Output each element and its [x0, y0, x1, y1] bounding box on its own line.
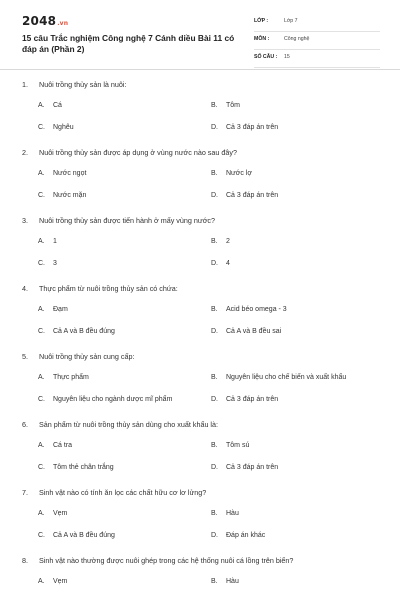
- option-d[interactable]: [211, 260, 230, 267]
- option-letter: C.: [38, 396, 45, 403]
- option-letter: B.: [211, 238, 218, 245]
- option-d[interactable]: [211, 396, 278, 403]
- option-b[interactable]: [211, 238, 230, 245]
- question-content: Nuôi trồng thủy sản được áp dụng ở vùng nước nào sau đây?: [39, 148, 237, 157]
- option-b[interactable]: [211, 442, 249, 449]
- question-text: [22, 352, 135, 361]
- question-item: [0, 556, 400, 600]
- question-number: 5.: [22, 352, 28, 361]
- option-b[interactable]: [211, 578, 239, 585]
- option-text: Acid béo omega - 3: [226, 306, 287, 313]
- option-c[interactable]: [38, 396, 172, 403]
- option-c[interactable]: [38, 124, 74, 131]
- question-text: [22, 488, 206, 497]
- option-letter: B.: [211, 578, 218, 585]
- option-letter: A.: [38, 306, 45, 313]
- option-a[interactable]: [38, 238, 57, 245]
- option-a[interactable]: [38, 170, 86, 177]
- question-number: 6.: [22, 420, 28, 429]
- question-content: Thực phẩm từ nuôi trồng thủy sản có chứa:: [39, 284, 178, 293]
- meta-label: SỐ CÂU :: [254, 54, 278, 60]
- option-b[interactable]: [211, 510, 239, 517]
- question-number: 3.: [22, 216, 28, 225]
- option-c[interactable]: [38, 192, 86, 199]
- site-logo[interactable]: [22, 14, 68, 28]
- header-divider: [0, 69, 400, 70]
- option-text: Tôm sú: [226, 442, 250, 449]
- option-c[interactable]: [38, 532, 115, 539]
- option-a[interactable]: [38, 578, 67, 585]
- question-text: [22, 80, 127, 89]
- option-text: Hàu: [226, 578, 239, 585]
- option-letter: C.: [38, 464, 45, 471]
- option-text: Cả 3 đáp án trên: [226, 192, 279, 199]
- option-d[interactable]: [211, 192, 278, 199]
- option-text: Cả 3 đáp án trên: [226, 396, 279, 403]
- question-number: 4.: [22, 284, 28, 293]
- option-letter: D.: [211, 396, 218, 403]
- question-text: [22, 420, 218, 429]
- option-text: 3: [53, 260, 57, 267]
- question-item: [0, 488, 400, 556]
- option-c[interactable]: [38, 328, 115, 335]
- option-letter: C.: [38, 124, 45, 131]
- question-item: [0, 148, 400, 216]
- option-text: Cá: [53, 102, 62, 109]
- meta-row-count: [254, 52, 380, 68]
- option-letter: C.: [38, 532, 45, 539]
- option-text: Nước lợ: [226, 170, 252, 177]
- question-content: Sản phẩm từ nuôi trồng thủy sản dùng cho xuất khẩu là:: [39, 420, 219, 429]
- option-d[interactable]: [211, 124, 278, 131]
- option-text: Nước mặn: [53, 192, 87, 199]
- question-content: Nuôi trồng thủy sản cung cấp:: [39, 352, 135, 361]
- option-letter: B.: [211, 170, 218, 177]
- logo-text: 2048: [22, 14, 57, 28]
- meta-value: Lớp 7: [284, 18, 298, 24]
- option-text: Đạm: [53, 306, 68, 313]
- option-text: 2: [226, 238, 230, 245]
- option-letter: A.: [38, 442, 45, 449]
- option-text: 4: [226, 260, 230, 267]
- meta-row-class: [254, 16, 380, 32]
- option-letter: A.: [38, 510, 45, 517]
- question-list: [0, 80, 400, 600]
- option-c[interactable]: [38, 260, 57, 267]
- question-content: Sinh vật nào có tính ăn lọc các chất hữu cơ lơ lửng?: [39, 488, 207, 497]
- option-a[interactable]: [38, 442, 72, 449]
- option-letter: B.: [211, 306, 218, 313]
- option-text: Tôm: [226, 102, 240, 109]
- option-b[interactable]: [211, 170, 252, 177]
- option-text: Cả A và B đều đúng: [53, 532, 115, 539]
- option-letter: A.: [38, 374, 45, 381]
- option-text: 1: [53, 238, 57, 245]
- option-text: Đáp án khác: [226, 532, 266, 539]
- option-letter: D.: [211, 192, 218, 199]
- question-content: Sinh vật nào thường được nuôi ghép trong các hệ thống nuôi cá lồng trên biển?: [39, 556, 294, 565]
- question-text: [22, 284, 178, 293]
- question-content: Nuôi trồng thủy sản là nuôi:: [39, 80, 127, 89]
- option-text: Nghêu: [53, 124, 74, 131]
- question-item: [0, 216, 400, 284]
- option-b[interactable]: [211, 306, 287, 313]
- question-content: Nuôi trồng thủy sản được tiến hành ở mấy vùng nước?: [39, 216, 215, 225]
- option-text: Nước ngọt: [53, 170, 87, 177]
- option-d[interactable]: [211, 328, 281, 335]
- question-number: 2.: [22, 148, 28, 157]
- question-item: [0, 420, 400, 488]
- option-letter: B.: [211, 510, 218, 517]
- page-title: 15 câu Trắc nghiệm Công nghệ 7 Cánh diều Bài 11 có đáp án (Phần 2): [22, 33, 235, 54]
- question-number: 8.: [22, 556, 28, 565]
- meta-value: 15: [284, 54, 290, 60]
- option-a[interactable]: [38, 510, 67, 517]
- option-letter: D.: [211, 328, 218, 335]
- meta-row-subject: [254, 34, 380, 50]
- question-number: 1.: [22, 80, 28, 89]
- meta-value: Công nghệ: [284, 36, 310, 42]
- meta-label: MÔN :: [254, 36, 270, 42]
- question-text: [22, 556, 293, 565]
- option-b[interactable]: [211, 102, 240, 109]
- option-text: Tôm thẻ chân trắng: [53, 464, 114, 471]
- option-text: Cá tra: [53, 442, 73, 449]
- option-letter: A.: [38, 578, 45, 585]
- option-text: Nguyên liệu cho chế biến và xuất khẩu: [226, 374, 347, 381]
- option-text: Vẹm: [53, 510, 68, 517]
- option-text: Cả 3 đáp án trên: [226, 124, 279, 131]
- option-letter: D.: [211, 260, 218, 267]
- option-text: Thực phẩm: [53, 374, 89, 381]
- question-text: [22, 216, 215, 225]
- option-text: Cả A và B đều sai: [226, 328, 282, 335]
- option-text: Cả A và B đều đúng: [53, 328, 115, 335]
- meta-label: LỚP :: [254, 18, 269, 24]
- option-text: Vẹm: [53, 578, 68, 585]
- option-letter: D.: [211, 124, 218, 131]
- option-letter: C.: [38, 328, 45, 335]
- option-a[interactable]: [38, 374, 89, 381]
- option-b[interactable]: [211, 374, 346, 381]
- question-item: [0, 80, 400, 148]
- option-a[interactable]: [38, 102, 62, 109]
- question-number: 7.: [22, 488, 28, 497]
- option-letter: B.: [211, 102, 218, 109]
- option-d[interactable]: [211, 464, 278, 471]
- page-header: [0, 0, 400, 66]
- option-d[interactable]: [211, 532, 265, 539]
- option-text: Nguyên liệu cho ngành dược mĩ phẩm: [53, 396, 173, 403]
- option-letter: D.: [211, 532, 218, 539]
- option-letter: B.: [211, 442, 218, 449]
- option-c[interactable]: [38, 464, 114, 471]
- option-letter: D.: [211, 464, 218, 471]
- option-letter: A.: [38, 102, 45, 109]
- logo-suffix: .vn: [57, 20, 69, 27]
- option-letter: A.: [38, 170, 45, 177]
- option-letter: B.: [211, 374, 218, 381]
- option-text: Hàu: [226, 510, 239, 517]
- option-letter: C.: [38, 260, 45, 267]
- question-item: [0, 352, 400, 420]
- option-a[interactable]: [38, 306, 68, 313]
- option-letter: A.: [38, 238, 45, 245]
- option-letter: C.: [38, 192, 45, 199]
- meta-info: [254, 16, 380, 70]
- question-item: [0, 284, 400, 352]
- option-text: Cả 3 đáp án trên: [226, 464, 279, 471]
- question-text: [22, 148, 237, 157]
